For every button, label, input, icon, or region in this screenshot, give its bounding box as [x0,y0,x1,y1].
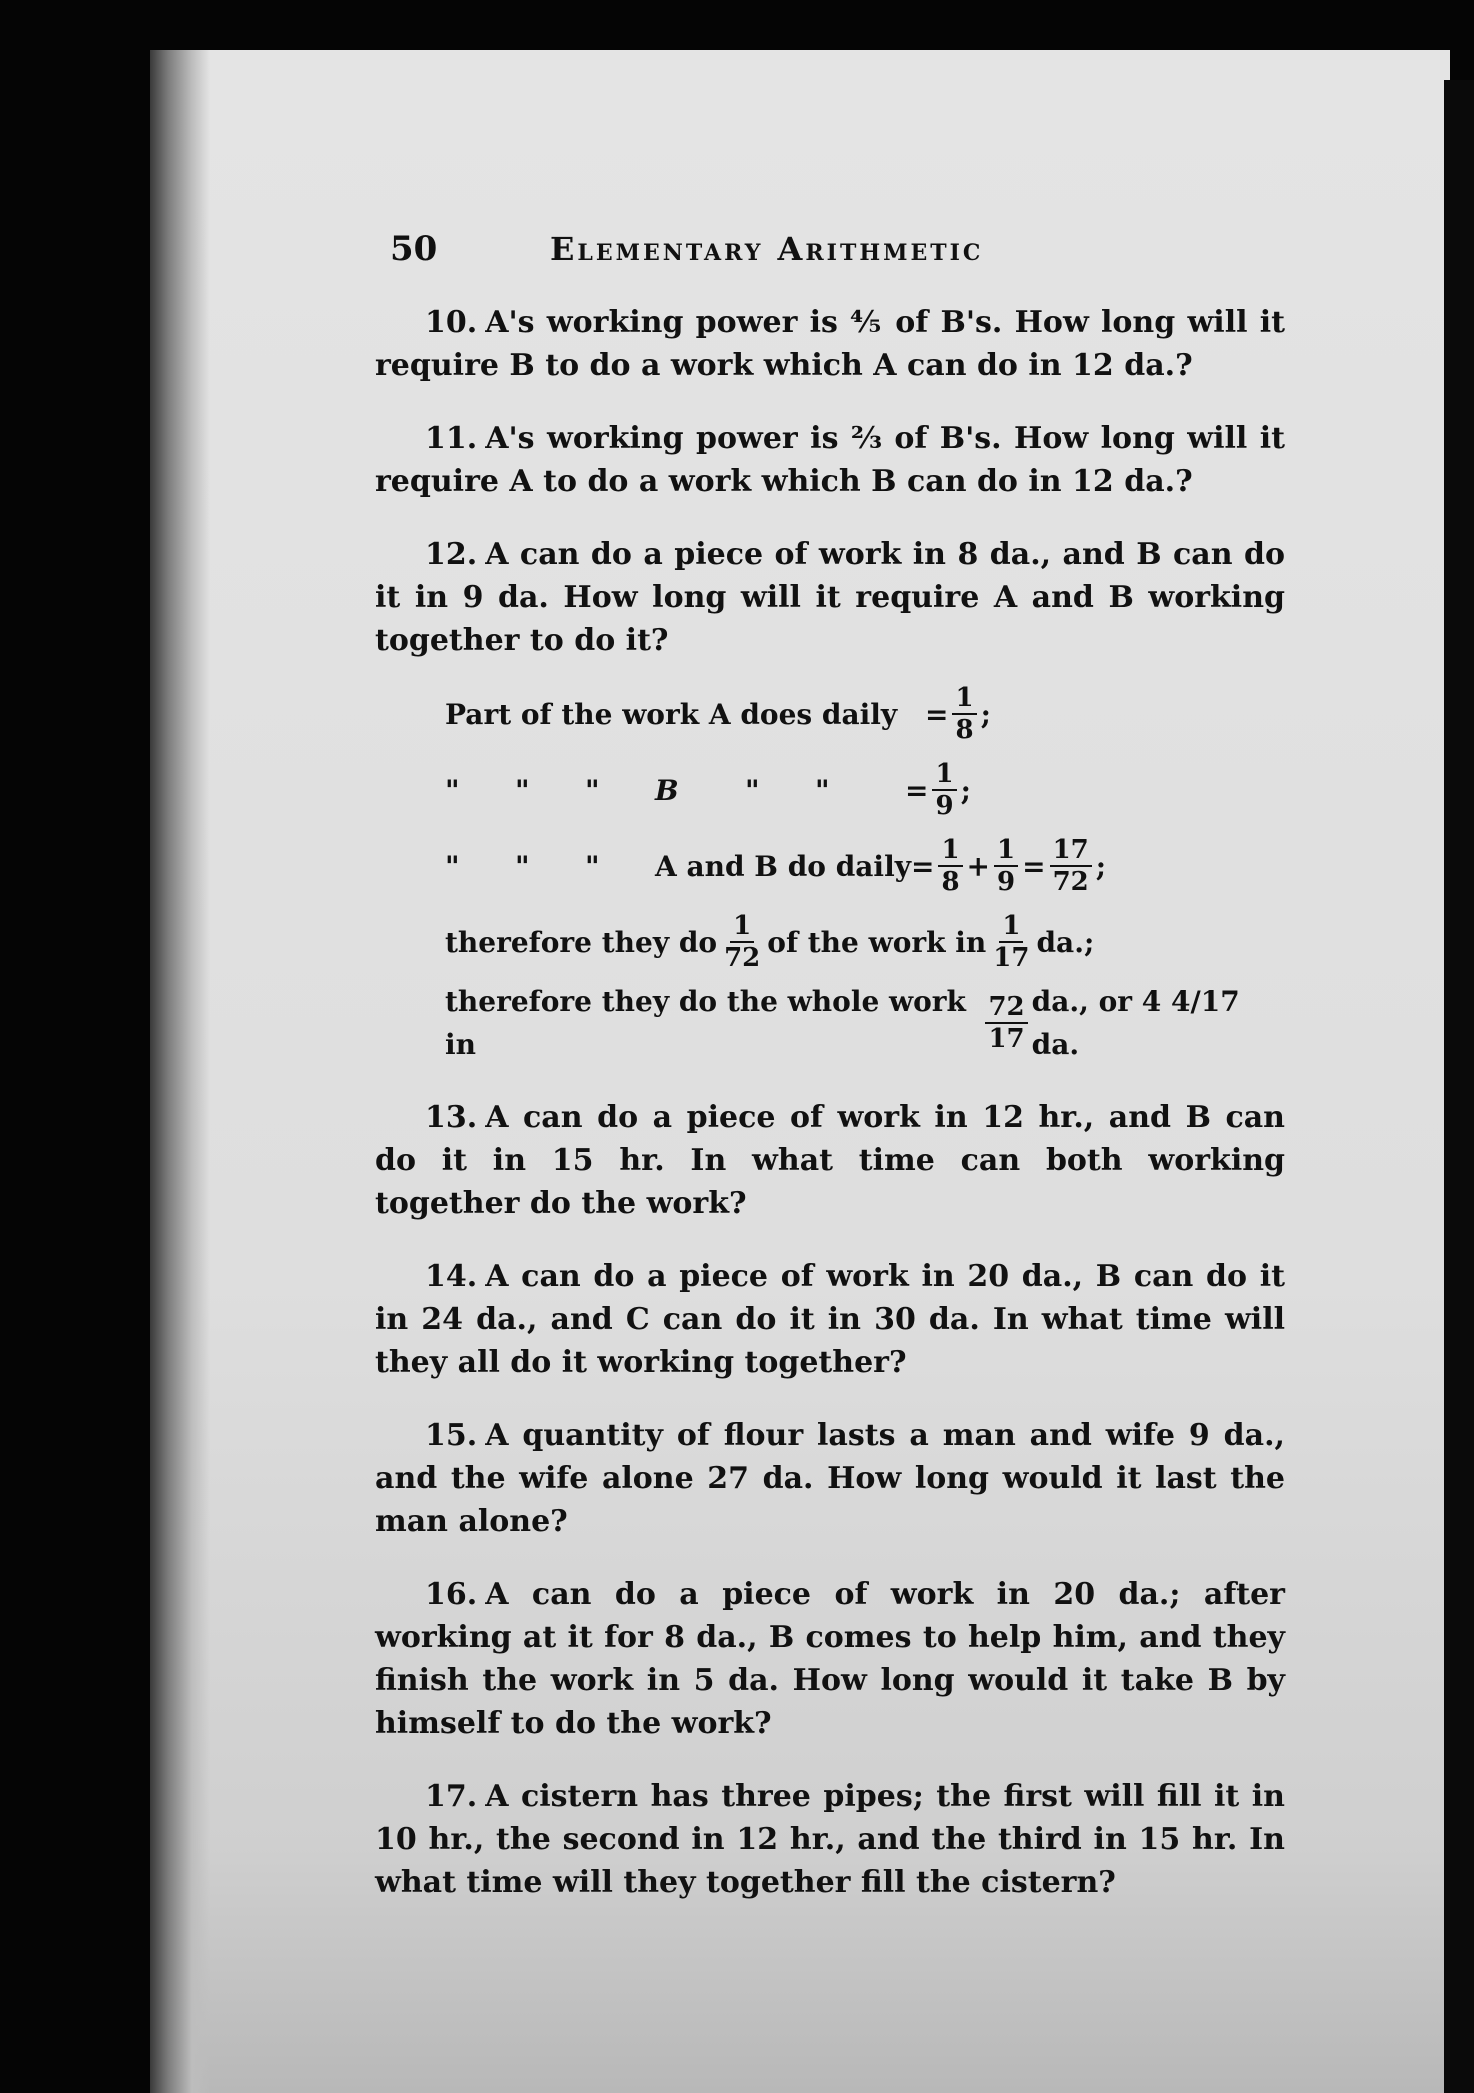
fraction: $\frac{1}{9}$ [932,759,956,821]
book-gutter [150,50,210,2093]
page-title: Elementary Arithmetic [550,230,984,268]
solution-row-ab-daily: " " " A and B do daily = $\frac{1}{8}$ + $\frac{1}{9}$ = $\frac{17}{72}$ ; [445,835,1107,897]
fraction: $\frac{1}{72}$ [724,911,761,973]
fraction: $\frac{1}{8}$ [938,835,962,897]
solution-row-whole-work: therefore they do the whole work in $\frac{72}{17}$ da., or 4 4/17 da. [445,985,1240,1061]
page-edge-shadow [1444,80,1474,2093]
fraction: $\frac{17}{72}$ [1050,835,1092,897]
running-head [375,228,1285,271]
fraction: $\frac{1}{17}$ [993,911,1030,973]
solution-row-fraction-work: therefore they do $\frac{1}{72}$ of the work in $\frac{1}{17}$ da.; [445,911,1095,973]
solution-row-a-daily: Part of the work A does daily = $\frac{1}{8}$ ; [445,683,991,745]
problem-10: 10. A's working power is ⅘ of B's. How long will it require B to do a work which A can do in 12 da.? [375,305,1285,383]
solution-row-b-daily: " " " B " " = $\frac{1}{9}$ ; [445,759,971,821]
page-text-block [375,228,1285,1910]
problem-15: 15. A quantity of flour lasts a man and wife 9 da., and the wife alone 27 da. How long would it last the man alone? [375,1418,1285,1539]
worked-solution [445,676,1285,1066]
fraction: $\frac{1}{9}$ [994,835,1018,897]
fraction: $\frac{1}{8}$ [952,683,976,745]
problem-11: 11. A's working power is ⅔ of B's. How long will it require A to do a work which B can do in 12 da.? [375,421,1285,499]
problem-12: 12. A can do a piece of work in 8 da., and B can do it in 9 da. How long will it require A and B working together to do it? [375,537,1285,658]
page-number: 50 [390,229,438,269]
problem-14: 14. A can do a piece of work in 20 da., B can do it in 24 da., and C can do it in 30 da. In what time will they all do it working together? [375,1259,1285,1380]
problem-16: 16. A can do a piece of work in 20 da.; after working at it for 8 da., B comes to help him, and they finish the work in 5 da. How long would it take B by himself to do the work? [375,1577,1285,1741]
problem-13: 13. A can do a piece of work in 12 hr., and B can do it in 15 hr. In what time can both working together do the work? [375,1100,1285,1221]
fraction: $\frac{72}{17}$ [985,992,1027,1054]
problem-17: 17. A cistern has three pipes; the first will fill it in 10 hr., the second in 12 hr., and the third in 15 hr. In what time will they together fill the cistern? [375,1779,1285,1900]
